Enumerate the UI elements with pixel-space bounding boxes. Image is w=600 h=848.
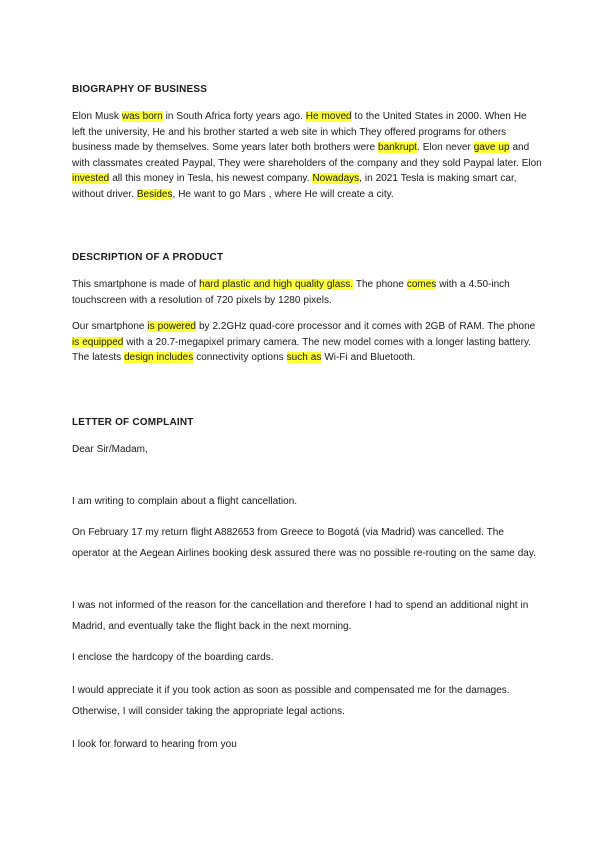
letter-heading: LETTER OF COMPLAINT (72, 417, 194, 428)
highlighted-phrase: invested (72, 173, 110, 185)
product-paragraph-1: This smartphone is made of hard plastic and high quality glass. The phone comes with a 4.50-inch touchscreen with a resolution of 720 pixels by 1280 pixels. (72, 279, 510, 306)
letter-paragraph-3: I was not informed of the reason for the cancellation and therefore I had to spend an additional night in Madrid, and eventually take the flight back in the next morning. (72, 600, 529, 632)
highlighted-phrase: such as (286, 352, 322, 364)
product-paragraph-2: Our smartphone is powered by 2.2GHz quad-core processor and it comes with 2GB of RAM. The phone is equipped with a 20.7-megapixel primary camera. The new model comes with a longer lasting battery. The latests design includes connectivity options such as Wi-Fi and Bluetooth. (72, 321, 536, 364)
highlighted-phrase: design includes (124, 352, 194, 364)
highlighted-phrase: is powered (147, 321, 196, 332)
highlighted-phrase: hard plastic and high quality glass. (199, 279, 354, 290)
letter-closing: I look for forward to hearing from you (72, 739, 237, 750)
highlighted-phrase: was born (121, 111, 163, 122)
product-heading: DESCRIPTION OF A PRODUCT (72, 252, 224, 263)
letter-paragraph-4: I enclose the hardcopy of the boarding cards. (72, 652, 274, 663)
highlighted-phrase: Besides (136, 188, 173, 200)
highlighted-phrase: Nowadays (312, 173, 360, 185)
letter-paragraph-5: I would appreciate it if you took action as soon as possible and compensated me for the damages. Otherwise, I will consider taking the appropriate legal actions. (72, 685, 510, 717)
highlighted-phrase: is equipped (72, 336, 124, 348)
highlighted-phrase: gave up (473, 142, 510, 154)
letter-paragraph-2: On February 17 my return flight A882653 from Greece to Bogotá (via Madrid) was cancelled. The operator at the Aegean Airlines booking desk assured there was no possible re-routing on the same day. (72, 527, 536, 559)
highlighted-phrase: comes (406, 279, 437, 290)
bio-heading: BIOGRAPHY OF BUSINESS (72, 84, 208, 95)
bio-paragraph: Elon Musk was born in South Africa forty years ago. He moved to the United States in 2000. When He left the university, He and his brother started a web site in which They offered programs for others business made by themselves. Some years later both brothers were bankrupt. Elon never gave up and with classmates created Paypal, They were shareholders of the company and they sold Paypal later. Elon invested all this money in Tesla, his newest company. Nowadays, in 2021 Tesla is making smart car, without driver. Besides, He want to go Mars , where He will create a city. (72, 111, 542, 200)
letter-salutation: Dear Sir/Madam, (72, 444, 148, 455)
highlighted-phrase: He moved (305, 111, 352, 122)
highlighted-phrase: bankrupt (378, 142, 417, 154)
letter-paragraph-1: I am writing to complain about a flight cancellation. (72, 496, 298, 507)
